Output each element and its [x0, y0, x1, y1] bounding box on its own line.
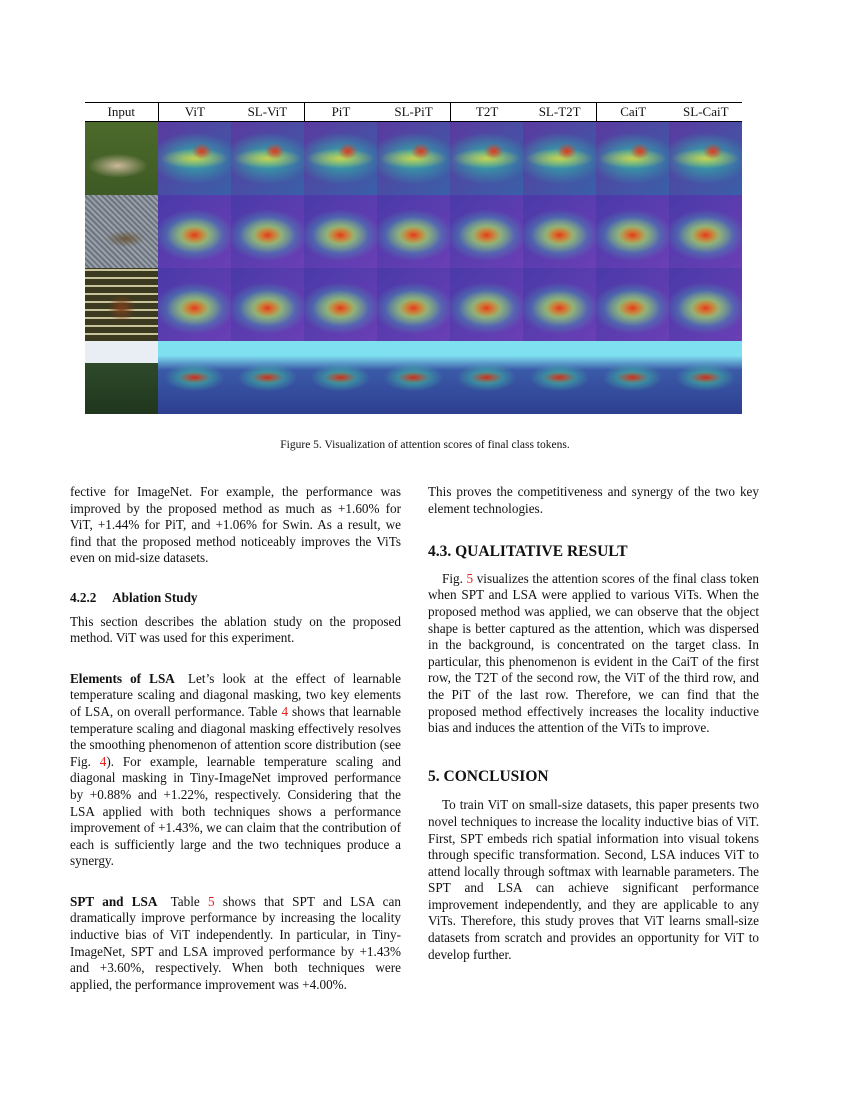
paragraph: This section describes the ablation study on the proposed method. ViT was used for this experiment. [70, 613, 401, 646]
attention-map-sl-pit [377, 341, 450, 414]
attention-map-t2t [450, 122, 523, 195]
attention-map-sl-cait [669, 122, 742, 195]
attention-map-sl-t2t [523, 268, 596, 341]
paragraph-qualitative [428, 571, 759, 737]
text: Fig. [442, 570, 467, 586]
paragraph-elements-of-lsa [70, 671, 401, 870]
figure-ref-link[interactable]: 5 [466, 570, 474, 586]
col-header: SL-ViT [247, 104, 288, 119]
col-header: PiT [304, 103, 378, 121]
paragraph-title: Elements of LSA [70, 670, 175, 686]
text: Let’s look at the effect of learnable temperature scaling and diagonal masking, two key elements of LSA, on overall performance. Table [70, 670, 401, 719]
attention-map-t2t [450, 195, 523, 268]
attention-map-pit [304, 341, 377, 414]
text: ). For example, learnable temperature scaling and diagonal masking in Tiny-ImageNet improved performance by +0.88% and +1.22%, respectively. Considering that the LSA applied with both techniques shows a performance improvement of +1.43%, we can claim that the contribution of each is sufficiently large and the two techniques produce a synergy. [70, 753, 401, 869]
image-grid [85, 122, 742, 414]
attention-map-t2t [450, 268, 523, 341]
input-image [85, 195, 158, 268]
attention-map-sl-cait [669, 341, 742, 414]
attention-map-sl-pit [377, 122, 450, 195]
attention-map-pit [304, 122, 377, 195]
attention-map-sl-vit [231, 341, 304, 414]
attention-map-sl-pit [377, 195, 450, 268]
paragraph-conclusion: To train ViT on small-size datasets, this paper presents two novel techniques to increase the locality inductive bias of ViT. First, SPT embeds rich spatial information into visual tokens through specific transformation. Second, LSA induces ViT to attend locally through softmax with learnable parameters. The SPT and LSA can achieve significant performance improvement independently, and they are applicable to any ViTs. Therefore, this study proves that ViT learns small-size datasets from scratch and provides an opportunity for ViT to develop further. [428, 797, 759, 962]
attention-map-vit [158, 122, 231, 195]
section-heading-4-2-2: 4.2.2 Ablation Study [70, 589, 198, 605]
attention-map-sl-t2t [523, 195, 596, 268]
input-image [85, 122, 158, 195]
paragraph: fective for ImageNet. For example, the performance was improved by the proposed method as much as +1.60% for ViT, +1.44% for PiT, and +1.06% for Swin. As a result, we find that the proposed method noticeably improves the ViTs even on mid-size datasets. [70, 484, 401, 566]
paragraph-title: SPT and LSA [70, 893, 158, 909]
attention-map-vit [158, 341, 231, 414]
attention-map-vit [158, 268, 231, 341]
attention-map-pit [304, 268, 377, 341]
left-column [70, 484, 401, 993]
attention-map-pit [304, 195, 377, 268]
attention-map-sl-t2t [523, 122, 596, 195]
section-heading-4-3: 4.3. QUALITATIVE RESULT [428, 543, 628, 561]
attention-map-cait [596, 341, 669, 414]
col-header: T2T [450, 103, 524, 121]
text: shows that learnable temperature scaling and diagonal masking effectively resolves the smoothing phenomenon of attention score distribution (see Fig. [70, 703, 401, 769]
text: visualizes the attention scores of the final class token when SPT and LSA were applied to various ViTs. When the proposed method was applied, we can observe that the object shape is better captured as the attention, which was dispersed in the background, is concentrated on the target class. In particular, this phenomenon is evident in the CaiT of the first row, the T2T of the second row, the ViT of the third row, and the PiT of the last row. Therefore, we can find that the proposed method effectively increases the locality inductive bias and induces the attention of the ViTs to improve. [428, 570, 759, 736]
col-header: SL-PiT [394, 104, 433, 119]
figure-header [85, 102, 742, 122]
section-heading-5: 5. CONCLUSION [428, 767, 549, 785]
table-ref-link[interactable]: 5 [207, 893, 215, 909]
attention-map-sl-vit [231, 268, 304, 341]
attention-map-cait [596, 195, 669, 268]
text: shows that SPT and LSA can dramatically improve performance by increasing the locality inductive bias of ViT independently. In particular, in Tiny-ImageNet, SPT and LSA improved performance by +1.43% and +3.60%, respectively. When both techniques were applied, the performance improvement was +4.00%. [70, 893, 401, 992]
col-header: Input [107, 104, 135, 119]
col-header: SL-T2T [538, 104, 581, 119]
right-column [428, 484, 759, 963]
col-header: ViT [158, 103, 232, 121]
col-header: CaiT [596, 103, 670, 121]
attention-map-t2t [450, 341, 523, 414]
attention-map-cait [596, 268, 669, 341]
attention-map-sl-vit [231, 195, 304, 268]
table-ref-link[interactable]: 4 [281, 703, 289, 719]
attention-map-sl-t2t [523, 341, 596, 414]
paragraph-spt-and-lsa [70, 894, 401, 994]
attention-figure [85, 102, 742, 414]
text: Table [157, 893, 208, 909]
input-image [85, 268, 158, 341]
figure-caption: Figure 5. Visualization of attention scores of final class tokens. [280, 439, 570, 451]
col-header: SL-CaiT [683, 104, 729, 119]
attention-map-cait [596, 122, 669, 195]
input-image [85, 341, 158, 414]
attention-map-vit [158, 195, 231, 268]
figure-ref-link[interactable]: 4 [99, 753, 107, 769]
attention-map-sl-cait [669, 195, 742, 268]
attention-map-sl-pit [377, 268, 450, 341]
attention-map-sl-cait [669, 268, 742, 341]
attention-map-sl-vit [231, 122, 304, 195]
paragraph: This proves the competitiveness and synergy of the two key element technologies. [428, 484, 759, 516]
